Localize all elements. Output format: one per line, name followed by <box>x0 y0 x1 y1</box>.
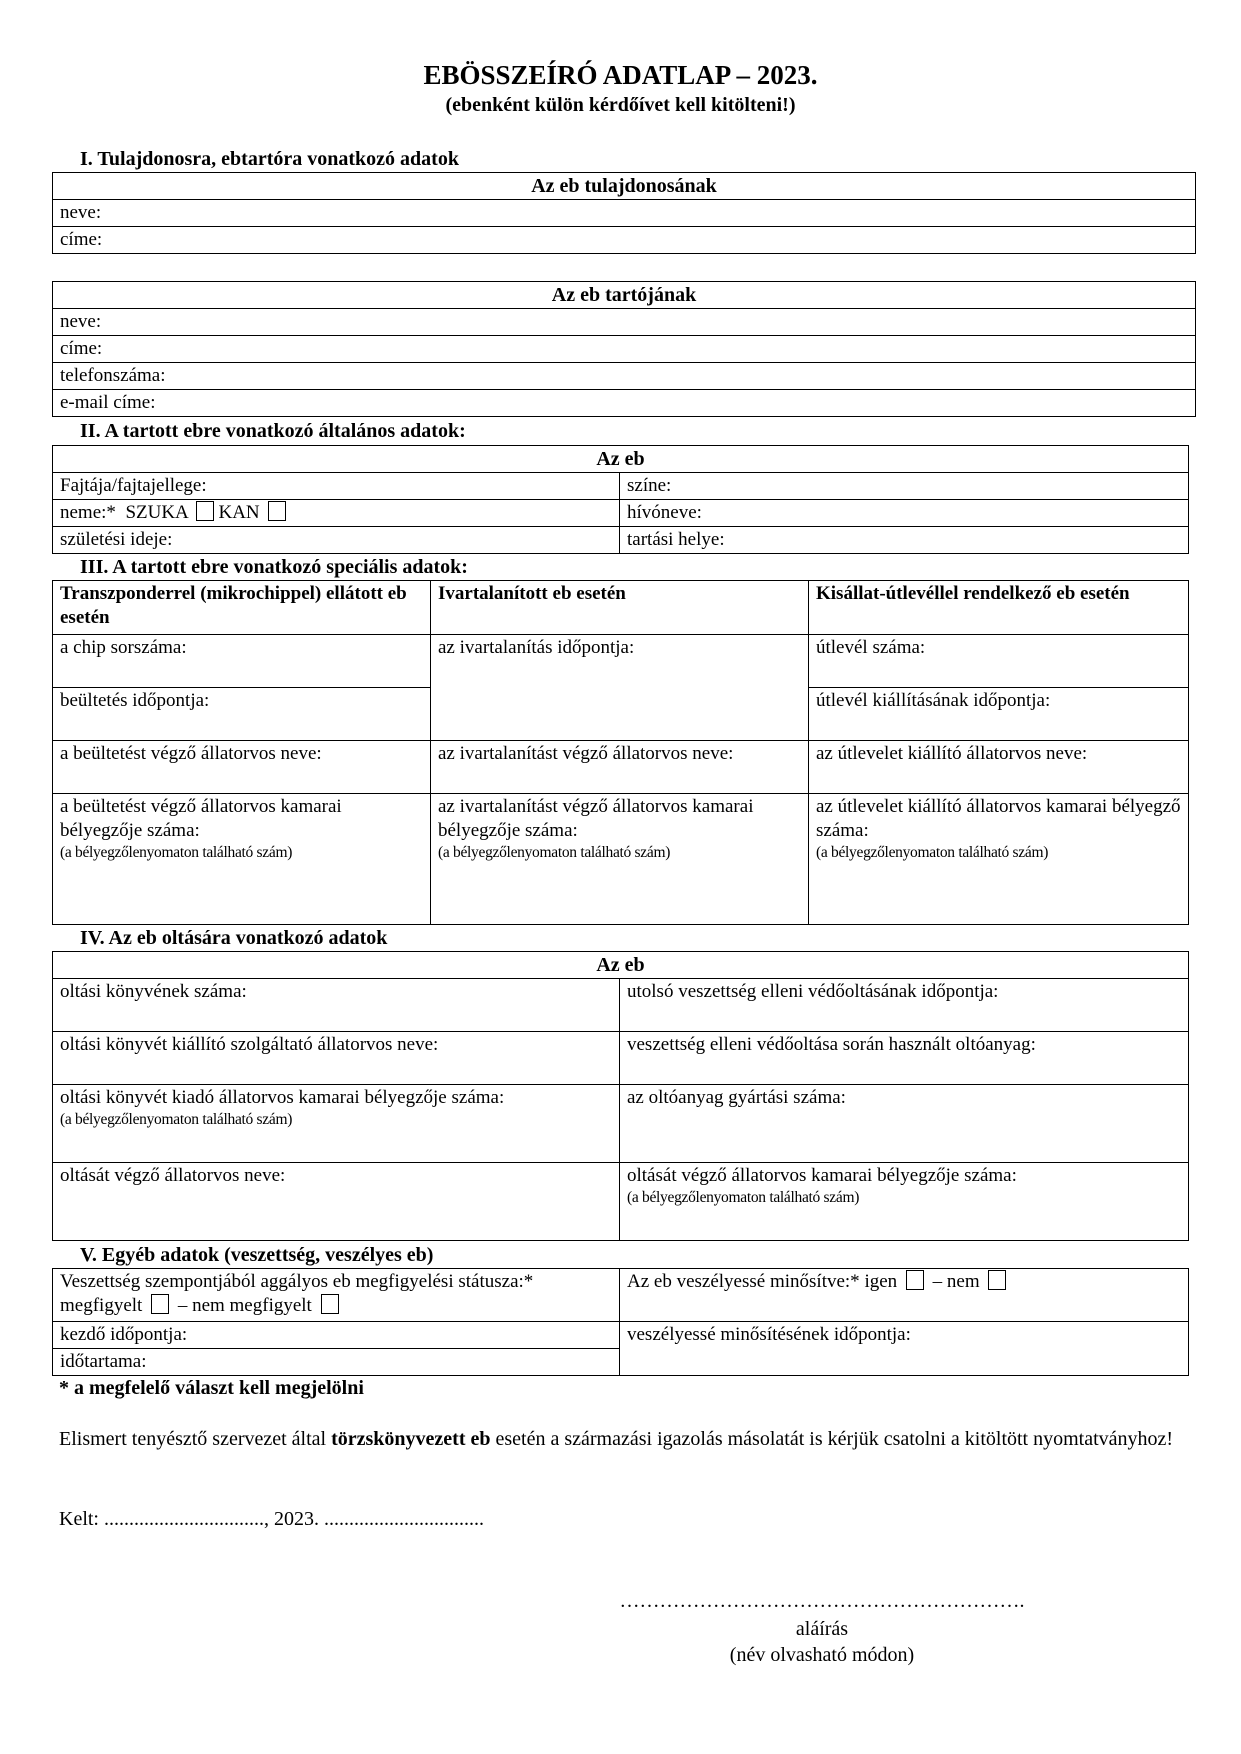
vaccination-header: Az eb <box>53 952 1189 979</box>
sex-female-checkbox[interactable] <box>196 501 214 521</box>
yes-label: igen <box>864 1271 898 1292</box>
vaccinating-stamp-note: (a bélyegzőlenyomaton található szám) <box>627 1189 860 1206</box>
birth-date-field[interactable]: születési ideje: <box>53 527 620 554</box>
neuter-vet-name-field[interactable]: az ivartalanítást végző állatorvos neve: <box>431 741 809 794</box>
dog-special-table <box>52 580 1189 925</box>
passport-vet-name-field[interactable]: az útlevelet kiállító állatorvos neve: <box>809 741 1189 794</box>
implant-vet-stamp-label: a beültetést végző állatorvos kamarai bélyegzője száma: <box>60 796 342 841</box>
call-name-field[interactable]: hívóneve: <box>620 500 1189 527</box>
keeper-table <box>52 281 1196 417</box>
keeper-name-field[interactable]: neve: <box>53 309 1196 336</box>
owner-table <box>52 172 1196 254</box>
passport-stamp-note: (a bélyegzőlenyomaton található szám) <box>816 844 1049 861</box>
form-title: EBÖSSZEÍRÓ ADATLAP – 2023. <box>423 60 818 90</box>
dangerous-date-field[interactable]: veszélyessé minősítésének időpontja: <box>620 1322 1189 1376</box>
passport-column-header: Kisállat-útlevéllel rendelkező eb esetén <box>809 581 1189 635</box>
vaccine-used-field[interactable]: veszettség elleni védőoltása során használt oltóanyag: <box>620 1032 1189 1085</box>
date-line[interactable]: Kelt: ................................, 2023. ................................ <box>59 1508 484 1530</box>
other-data-table <box>52 1268 1189 1376</box>
section5-heading: V. Egyéb adatok (veszettség, veszélyes eb) <box>80 1244 434 1266</box>
sex-male-checkbox[interactable] <box>268 501 286 521</box>
chip-number-field[interactable]: a chip sorszáma: <box>53 635 431 688</box>
form-subtitle: (ebenként külön kérdőívet kell kitölteni!) <box>445 94 796 116</box>
vaccination-table <box>52 951 1189 1241</box>
vaccinating-vet-field[interactable]: oltását végző állatorvos neve: <box>53 1163 620 1241</box>
dangerous-field <box>620 1269 1189 1322</box>
dog-header: Az eb <box>53 446 1189 473</box>
observation-text: Veszettség szempontjából aggályos eb megfigyelési státusza:* <box>60 1271 534 1292</box>
no-checkbox[interactable] <box>988 1270 1006 1290</box>
footnote: * a megfelelő választ kell megjelölni <box>59 1377 364 1399</box>
implant-stamp-note: (a bélyegzőlenyomaton található szám) <box>60 844 293 861</box>
sex-field <box>53 500 620 527</box>
signature-sublabel: (név olvasható módon) <box>729 1644 915 1666</box>
keeper-header: Az eb tartójának <box>53 282 1196 309</box>
yes-checkbox[interactable] <box>906 1270 924 1290</box>
neuter-date-field[interactable]: az ivartalanítás időpontja: <box>431 635 809 741</box>
owner-address-field[interactable]: címe: <box>53 227 1196 254</box>
passport-issue-date-field[interactable]: útlevél kiállításának időpontja: <box>809 688 1189 741</box>
neuter-column-header: Ivartalanított eb esetén <box>431 581 809 635</box>
book-vet-stamp-label: oltási könyvét kiadó állatorvos kamarai bélyegzője száma: <box>60 1087 505 1108</box>
book-issuer-vet-field[interactable]: oltási könyvét kiállító szolgáltató állatorvos neve: <box>53 1032 620 1085</box>
vaccinating-vet-stamp-field[interactable] <box>620 1163 1189 1241</box>
neuter-stamp-note: (a bélyegzőlenyomaton található szám) <box>438 844 671 861</box>
neuter-vet-stamp-label: az ivartalanítást végző állatorvos kamarai bélyegzője száma: <box>438 796 754 841</box>
sex-male-label: KAN <box>218 502 260 523</box>
dangerous-label: Az eb veszélyessé minősítve:* <box>627 1271 860 1292</box>
signature-line[interactable]: ……………………………………………………. <box>619 1590 1025 1612</box>
book-stamp-note: (a bélyegzőlenyomaton található szám) <box>60 1111 293 1128</box>
book-vet-stamp-field[interactable] <box>53 1085 620 1163</box>
rabies-observation-field <box>53 1269 620 1322</box>
section2-heading: II. A tartott ebre vonatkozó általános adatok: <box>80 420 466 442</box>
implant-vet-name-field[interactable]: a beültetést végző állatorvos neve: <box>53 741 431 794</box>
section1-heading: I. Tulajdonosra, ebtartóra vonatkozó adatok <box>80 148 459 170</box>
not-observed-label: – nem megfigyelt <box>177 1295 312 1316</box>
keeper-email-field[interactable]: e-mail címe: <box>53 390 1196 417</box>
color-field[interactable]: színe: <box>620 473 1189 500</box>
no-label: – nem <box>932 1271 980 1292</box>
keeper-phone-field[interactable]: telefonszáma: <box>53 363 1196 390</box>
vaccinating-vet-stamp-label: oltását végző állatorvos kamarai bélyegzője száma: <box>627 1165 1017 1186</box>
passport-vet-stamp-label: az útlevelet kiállító állatorvos kamarai bélyegző száma: <box>816 796 1181 841</box>
passport-vet-stamp-field[interactable] <box>809 794 1189 925</box>
chip-column-header: Transzponderrel (mikrochippel) ellátott eb esetén <box>53 581 431 635</box>
not-observed-checkbox[interactable] <box>321 1294 339 1314</box>
keeping-place-field[interactable]: tartási helye: <box>620 527 1189 554</box>
duration-field[interactable]: időtartama: <box>53 1349 620 1376</box>
observed-checkbox[interactable] <box>151 1294 169 1314</box>
breed-field[interactable]: Fajtája/fajtajellege: <box>53 473 620 500</box>
note-before: Elismert tenyésztő szervezet által <box>59 1428 327 1450</box>
observed-label: megfigyelt <box>60 1295 143 1316</box>
dog-general-table <box>52 445 1189 554</box>
implant-vet-stamp-field[interactable] <box>53 794 431 925</box>
last-rabies-date-field[interactable]: utolsó veszettség elleni védőoltásának időpontja: <box>620 979 1189 1032</box>
signature-label: aláírás <box>795 1618 849 1640</box>
start-date-field[interactable]: kezdő időpontja: <box>53 1322 620 1349</box>
note-bold: törzskönyvezett eb <box>331 1428 491 1450</box>
implant-date-field[interactable]: beültetés időpontja: <box>53 688 431 741</box>
vaccination-book-number-field[interactable]: oltási könyvének száma: <box>53 979 620 1032</box>
passport-number-field[interactable]: útlevél száma: <box>809 635 1189 688</box>
sex-label: neme:* <box>60 502 116 523</box>
owner-header: Az eb tulajdonosának <box>53 173 1196 200</box>
sex-female-label: SZUKA <box>125 502 188 523</box>
pedigree-note <box>59 1426 1189 1452</box>
keeper-address-field[interactable]: címe: <box>53 336 1196 363</box>
section4-heading: IV. Az eb oltására vonatkozó adatok <box>80 927 388 949</box>
note-after: esetén a származási igazolás másolatát is kérjük csatolni a kitöltött nyomtatványhoz! <box>495 1428 1174 1450</box>
vaccine-batch-field[interactable]: az oltóanyag gyártási száma: <box>620 1085 1189 1163</box>
neuter-vet-stamp-field[interactable] <box>431 794 809 925</box>
owner-name-field[interactable]: neve: <box>53 200 1196 227</box>
section3-heading: III. A tartott ebre vonatkozó speciális adatok: <box>80 556 468 578</box>
